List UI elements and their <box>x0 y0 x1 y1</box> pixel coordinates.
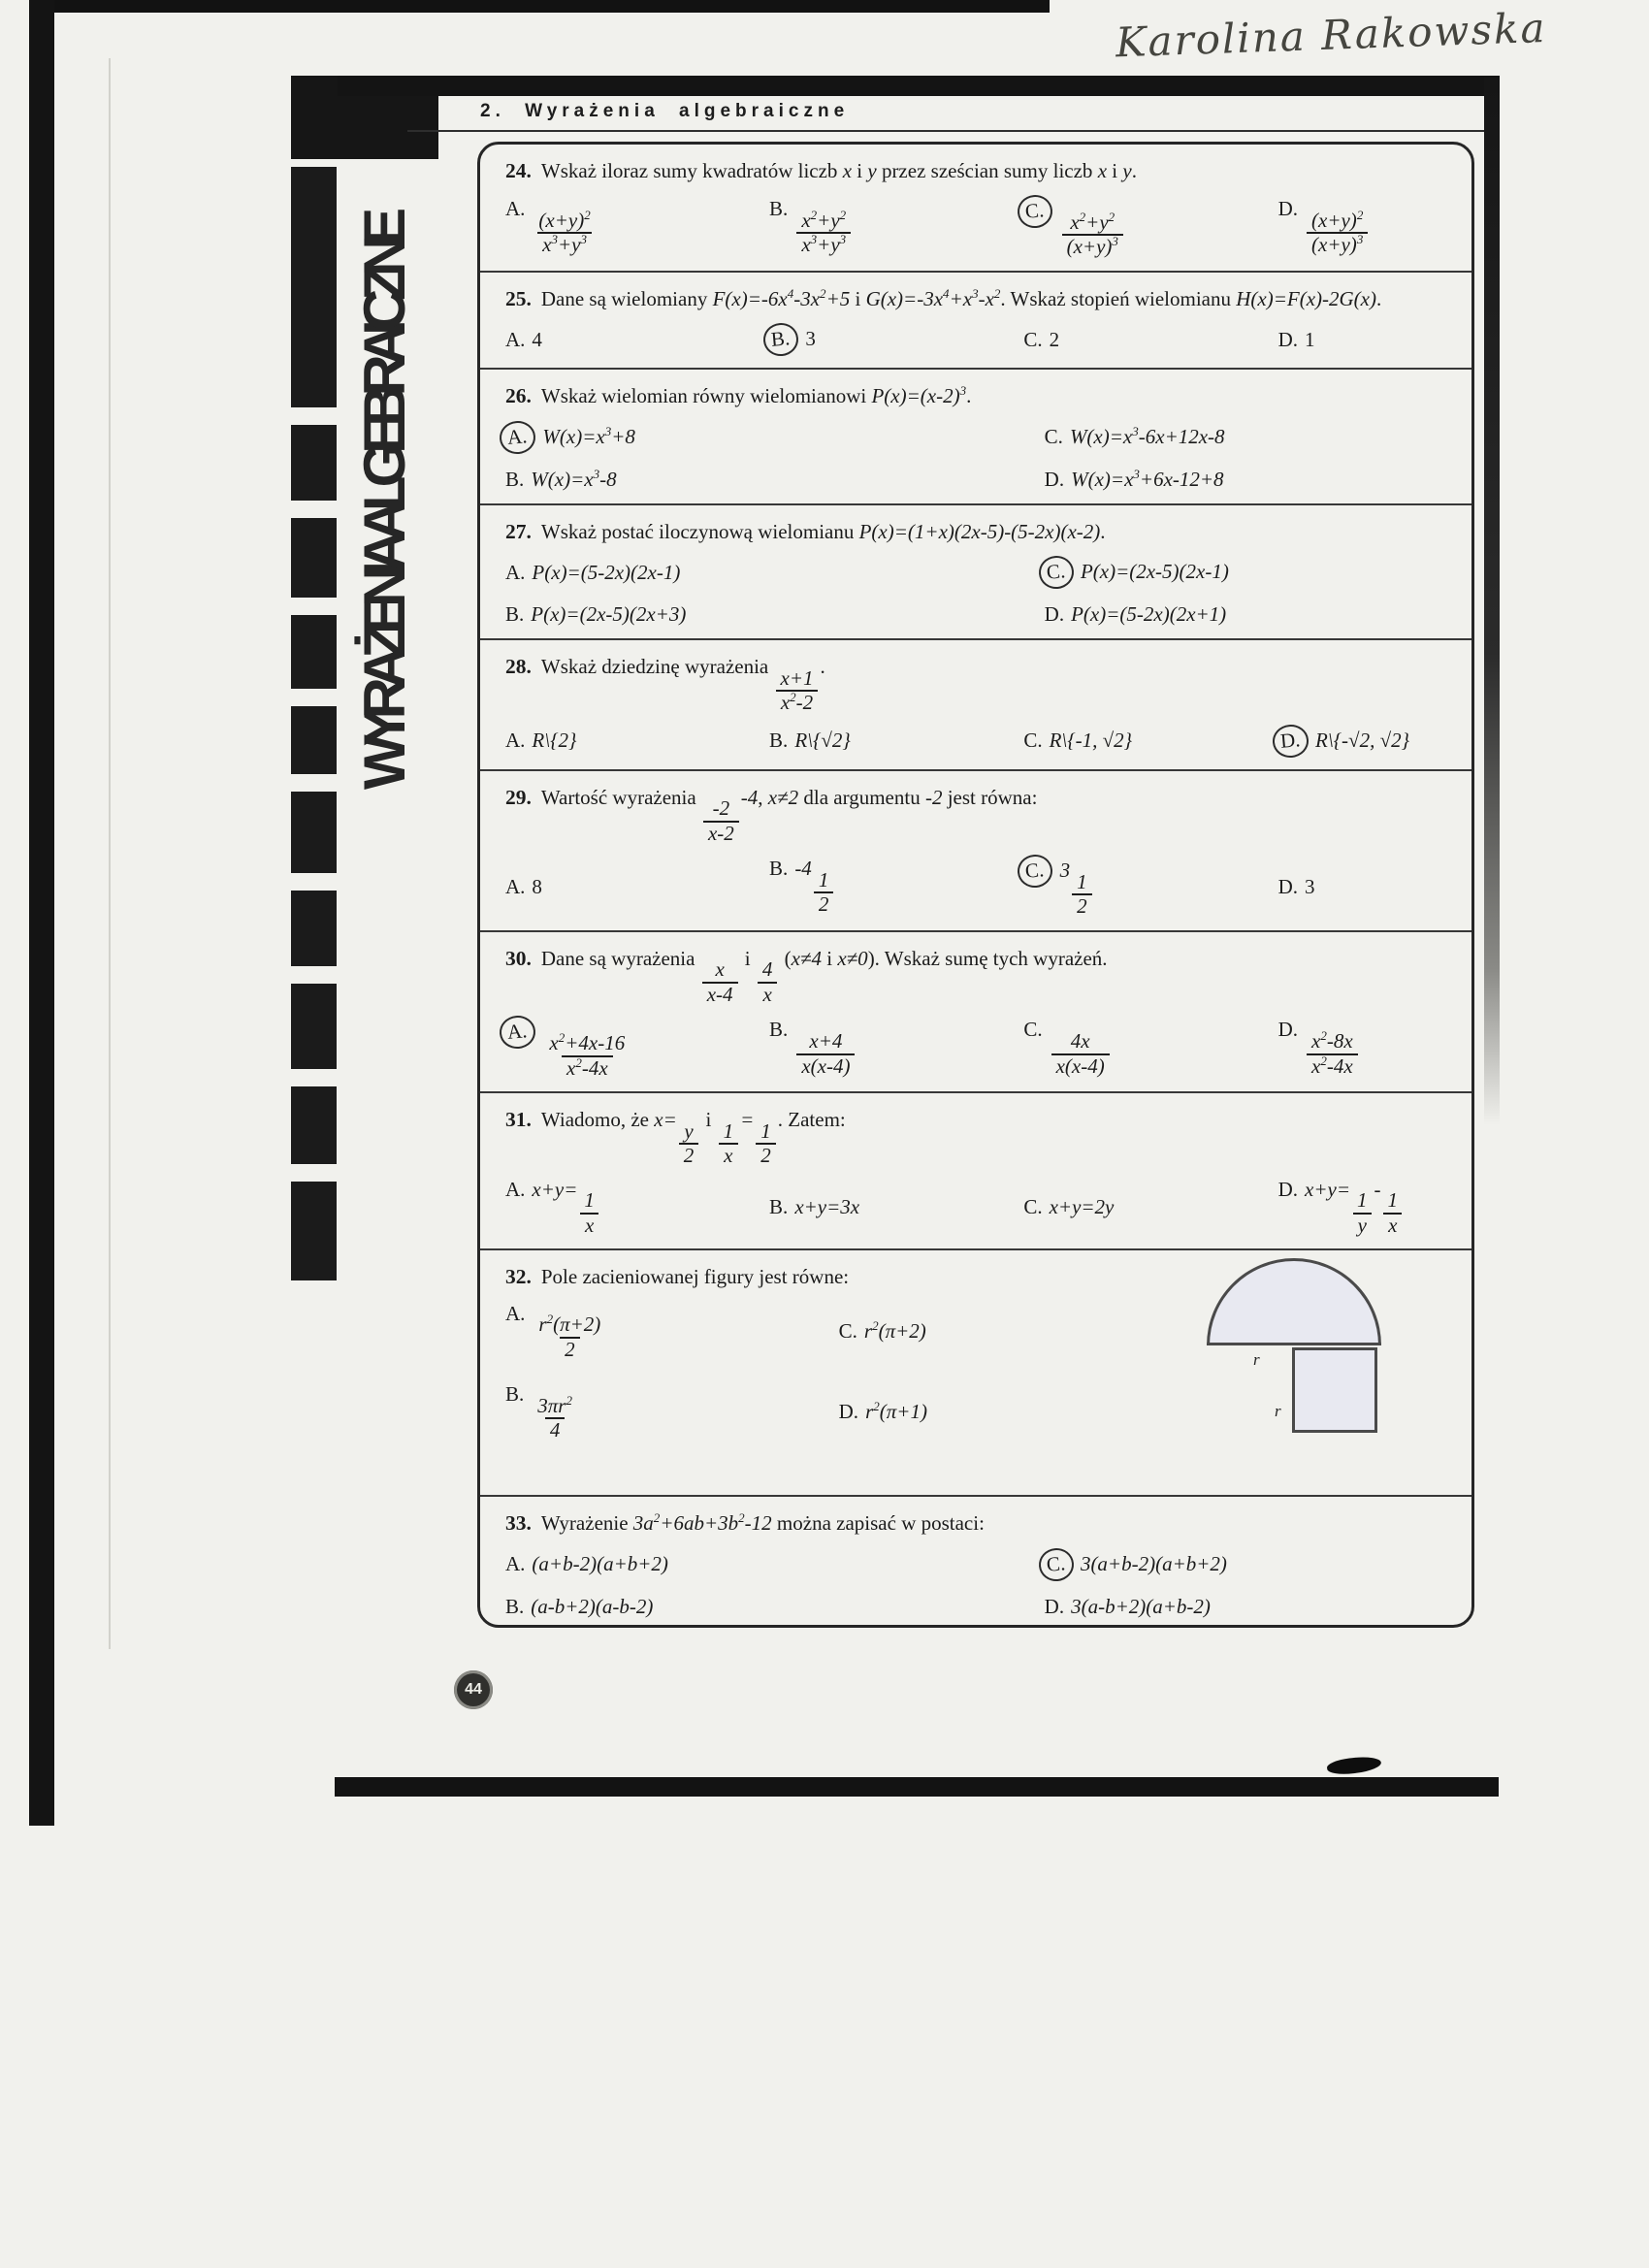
options-row <box>505 855 1454 919</box>
option-B <box>769 1018 1016 1078</box>
option-value: $\frac{r^2(\pi+2)}{2}$ <box>538 1312 601 1361</box>
option-A <box>505 561 1037 585</box>
option-value: 3(a-b+2)(a+b-2) <box>1071 1594 1211 1618</box>
option-label: D. <box>1277 1018 1298 1042</box>
answer-circle: A. <box>499 1015 537 1051</box>
option-label: B. <box>769 1018 789 1042</box>
option-D <box>1278 1178 1474 1238</box>
question-text: 33. Wyrażenie $3a^2+6ab+3b^2-12$ można zapisać w postaci: <box>505 1510 985 1536</box>
option-label: A. <box>505 1301 526 1325</box>
option-B <box>769 729 1016 753</box>
options-row <box>505 421 1454 492</box>
question-block <box>480 771 1471 932</box>
option-A <box>505 328 761 352</box>
question-block <box>480 1093 1471 1250</box>
option-value: x+y= $\frac{1}{x}$ <box>532 1178 600 1201</box>
option-value: $\frac{3\pi r^2}{4}$ <box>537 1392 572 1442</box>
option-value: $\frac{4x}{x(x-4)}$ <box>1050 1018 1112 1041</box>
question-text: 25. Dane są wielomiany $F(x)=-6x^4-3x^2+5$ i $G(x)=-3x^4+x^3-x^2$. Wskaż stopień wielomianu H(x)=F(x)-2G(x). <box>505 285 1382 310</box>
option-D <box>839 1400 1140 1424</box>
figure-radius-label: r <box>1253 1350 1260 1370</box>
option-C <box>1023 1195 1270 1219</box>
option-A <box>505 1016 761 1080</box>
page-edge-shadow <box>109 58 111 1649</box>
ink-blob <box>1326 1755 1382 1777</box>
option-label: C. <box>1023 729 1043 753</box>
question-text: 27. Wskaż postać iloczynową wielomianu P(x)=(1+x)(2x-5)-(5-2x)(x-2). <box>505 519 1106 543</box>
option-label: D. <box>1044 602 1065 627</box>
option-label: B. <box>769 729 789 753</box>
question-number: 26. <box>505 384 532 408</box>
option-label: A. <box>505 874 526 898</box>
option-A <box>505 421 1037 454</box>
answer-circle: D. <box>1271 723 1310 759</box>
answer-circle: C. <box>1037 555 1075 591</box>
option-C <box>839 1319 1140 1344</box>
option-value: $r^2(\pi+1)$ <box>865 1399 927 1424</box>
option-value: $\frac{(x+y)^2}{(x+y)^3}$ <box>1305 197 1370 220</box>
option-C <box>1045 425 1462 449</box>
question-text: 31. Wiadomo, że x= $\frac{y}{2}$ i $\frac{1}{x}$ = $\frac{1}{2}$ . Zatem: <box>505 1108 846 1168</box>
answer-circle: C. <box>1037 1546 1075 1582</box>
option-value: P(x)=(2x-5)(2x+3) <box>531 602 687 627</box>
question-block <box>480 1497 1471 1628</box>
option-value: $W(x)=x^3+6x-12+8$ <box>1071 466 1224 491</box>
figure-side-label: r <box>1275 1402 1281 1421</box>
option-label: C. <box>1023 1194 1043 1218</box>
option-B <box>769 1195 1016 1219</box>
option-label: B. <box>769 197 789 221</box>
scan-right-bar <box>1484 78 1500 1125</box>
options-row <box>505 1016 1454 1080</box>
option-D <box>1045 1595 1462 1619</box>
question-text: 26. Wskaż wielomian równy wielomianowi $P(x)=(x-2)^3$. <box>505 383 972 408</box>
option-label: D. <box>1277 874 1298 898</box>
margin-tab <box>291 615 337 689</box>
option-label: B. <box>769 1194 789 1218</box>
option-D <box>1045 602 1462 627</box>
option-label: A. <box>505 729 526 753</box>
question-number: 27. <box>505 519 532 543</box>
option-C <box>1023 729 1270 753</box>
option-C <box>1045 1548 1462 1581</box>
margin-tabs-strip <box>291 167 337 1280</box>
option-value: 1 <box>1305 327 1315 351</box>
option-label: A. <box>505 560 526 584</box>
option-value: $W(x)=x^3+8$ <box>542 423 635 448</box>
option-label: B. <box>505 1594 525 1618</box>
option-D <box>1278 875 1474 899</box>
option-value: x+y=2y <box>1049 1194 1115 1218</box>
options-row <box>505 323 1454 356</box>
question-block <box>480 640 1471 771</box>
question-number: 31. <box>505 1108 532 1132</box>
option-value: 3(a+b-2)(a+b+2) <box>1080 1551 1227 1575</box>
figure-square <box>1292 1347 1377 1433</box>
option-C <box>1023 1018 1270 1078</box>
options-row <box>505 1302 1131 1442</box>
question-number: 25. <box>505 286 532 310</box>
question-text: 30. Dane są wyrażenia $\frac{x}{x-4}$ i $\frac{4}{x}$ (x≠4 i x≠0). Wskaż sumę tych wyrażeń. <box>505 946 1108 1006</box>
option-A <box>505 729 761 753</box>
option-A <box>505 1552 1037 1576</box>
question-text: 24. Wskaż iloraz sumy kwadratów liczb x i y przez sześcian sumy liczb x i y. <box>505 159 1137 182</box>
option-value: R\{-1, √2} <box>1049 729 1133 753</box>
option-A <box>505 197 761 257</box>
option-B <box>769 197 1016 257</box>
option-B <box>769 857 1016 917</box>
margin-tab <box>291 706 337 774</box>
option-value: $r^2(\pi+2)$ <box>863 1317 926 1343</box>
option-label: D. <box>1277 197 1298 221</box>
option-C <box>1045 556 1462 589</box>
sidebar-title: WYRAŻENIA ALGEBRAICZNE <box>352 218 417 791</box>
option-B <box>505 1595 1037 1619</box>
option-D <box>1278 328 1474 352</box>
question-text: 28. Wskaż dziedzinę wyrażenia $\frac{x+1}{x^2-2}$ . <box>505 655 825 715</box>
question-block <box>480 370 1471 504</box>
option-label: D. <box>1044 1594 1065 1618</box>
option-B <box>505 602 1037 627</box>
option-value: 8 <box>532 874 542 898</box>
handwritten-name: Karolina Rakowska <box>1115 3 1548 67</box>
option-value: (a+b-2)(a+b+2) <box>532 1552 668 1576</box>
question-number: 28. <box>505 655 532 679</box>
options-row <box>505 1548 1454 1619</box>
option-value: $W(x)=x^3-6x+12x-8$ <box>1069 424 1225 449</box>
page-number-badge: 44 <box>454 1670 493 1709</box>
questions-box <box>477 142 1474 1628</box>
answer-circle: C. <box>1017 194 1054 230</box>
margin-tab <box>291 792 337 873</box>
option-label: A. <box>505 1552 526 1576</box>
option-value: 3 <box>1305 874 1315 898</box>
option-D <box>1278 1018 1474 1078</box>
question-number: 32. <box>505 1265 532 1289</box>
header-black-bar <box>338 76 1500 96</box>
option-B <box>505 1382 831 1442</box>
margin-tab <box>291 167 337 407</box>
question-block <box>480 145 1471 273</box>
option-value: P(x)=(5-2x)(2x-1) <box>532 560 681 584</box>
answer-circle: C. <box>1017 854 1054 890</box>
option-value: P(x)=(5-2x)(2x+1) <box>1071 602 1227 627</box>
option-value: P(x)=(2x-5)(2x-1) <box>1080 560 1229 584</box>
option-value: R\{-√2, √2} <box>1315 728 1410 752</box>
options-row <box>505 1178 1454 1238</box>
question-number: 24. <box>505 159 532 182</box>
option-value: 3 $\frac{1}{2}$ <box>1060 859 1094 882</box>
option-A <box>505 1178 761 1238</box>
option-value: $\frac{x+4}{x(x-4)}$ <box>794 1018 857 1041</box>
question-number: 33. <box>505 1511 532 1536</box>
option-label: A. <box>505 197 526 221</box>
shaded-figure <box>1207 1258 1415 1447</box>
options-row <box>505 556 1454 627</box>
option-D <box>1278 197 1474 257</box>
figure-semicircle <box>1207 1258 1381 1345</box>
option-value: 3 <box>805 327 816 351</box>
option-value: $W(x)=x^3-8$ <box>531 466 617 491</box>
option-C <box>1023 855 1270 919</box>
question-text: 32. Pole zacieniowanej figury jest równe: <box>505 1265 850 1289</box>
scan-top-strip <box>29 0 1050 13</box>
option-value: R\{2} <box>532 729 577 753</box>
option-value: $\frac{x^2-8x}{x^2-4x}$ <box>1305 1018 1360 1041</box>
option-label: B. <box>505 602 525 627</box>
question-text: 29. Wartość wyrażenia $\frac{-2}{x-2}$ -4, x≠2 dla argumentu -2 jest równa: <box>505 785 1038 845</box>
option-value: $\frac{x^2+y^2}{(x+y)^3}$ <box>1060 199 1125 222</box>
option-value: 4 <box>532 327 542 351</box>
scan-bottom-bar <box>335 1777 1499 1797</box>
option-label: C. <box>838 1318 857 1343</box>
option-value: $\frac{x^2+4x-16}{x^2-4x}$ <box>549 1030 626 1080</box>
option-value: R\{√2} <box>794 729 851 753</box>
option-B <box>505 468 1037 492</box>
question-block <box>480 505 1471 640</box>
margin-tab <box>291 518 337 598</box>
header-rule <box>407 130 1500 132</box>
option-label: C. <box>1023 1018 1043 1042</box>
option-label: D. <box>1277 327 1298 351</box>
option-value: $\frac{x^2+y^2}{x^3+y^3}$ <box>794 197 853 220</box>
option-label: B. <box>505 467 525 491</box>
question-block <box>480 273 1471 370</box>
option-label: B. <box>505 1382 525 1407</box>
question-block <box>480 932 1471 1093</box>
option-value: $\frac{(x+y)^2}{x^3+y^3}$ <box>538 207 591 257</box>
option-D <box>1045 468 1462 492</box>
option-D <box>1278 725 1474 758</box>
option-label: A. <box>505 1177 526 1201</box>
answer-circle: B. <box>762 322 800 358</box>
option-C <box>1023 328 1270 352</box>
margin-tab <box>291 425 337 501</box>
margin-tab <box>291 891 337 966</box>
margin-tab <box>291 1086 337 1164</box>
margin-tab <box>291 1182 337 1280</box>
option-label: D. <box>838 1400 859 1424</box>
option-value: x+y=3x <box>794 1194 860 1218</box>
options-row <box>505 195 1454 259</box>
chapter-heading: 2. Wyrażenia algebraiczne <box>480 101 850 121</box>
options-row <box>505 725 1454 758</box>
question-number: 30. <box>505 946 532 970</box>
option-label: B. <box>769 857 789 881</box>
option-label: D. <box>1277 1177 1298 1201</box>
question-number: 29. <box>505 785 532 809</box>
option-value: x+y= $\frac{1}{y}$ - $\frac{1}{x}$ <box>1305 1178 1405 1201</box>
margin-tab <box>291 984 337 1069</box>
option-value: 2 <box>1049 327 1060 351</box>
question-block <box>480 1250 1471 1497</box>
option-label: A. <box>505 327 526 351</box>
option-C <box>1023 195 1270 259</box>
option-A <box>505 1302 831 1362</box>
option-value: -4 $\frac{1}{2}$ <box>794 857 835 880</box>
option-label: C. <box>1023 327 1043 351</box>
option-value: (a-b+2)(a-b-2) <box>531 1594 654 1618</box>
scan-left-bar <box>29 0 54 1826</box>
answer-circle: A. <box>499 419 537 455</box>
option-label: C. <box>1044 425 1063 449</box>
option-label: D. <box>1044 467 1065 491</box>
option-B <box>769 323 1016 356</box>
option-A <box>505 875 761 899</box>
